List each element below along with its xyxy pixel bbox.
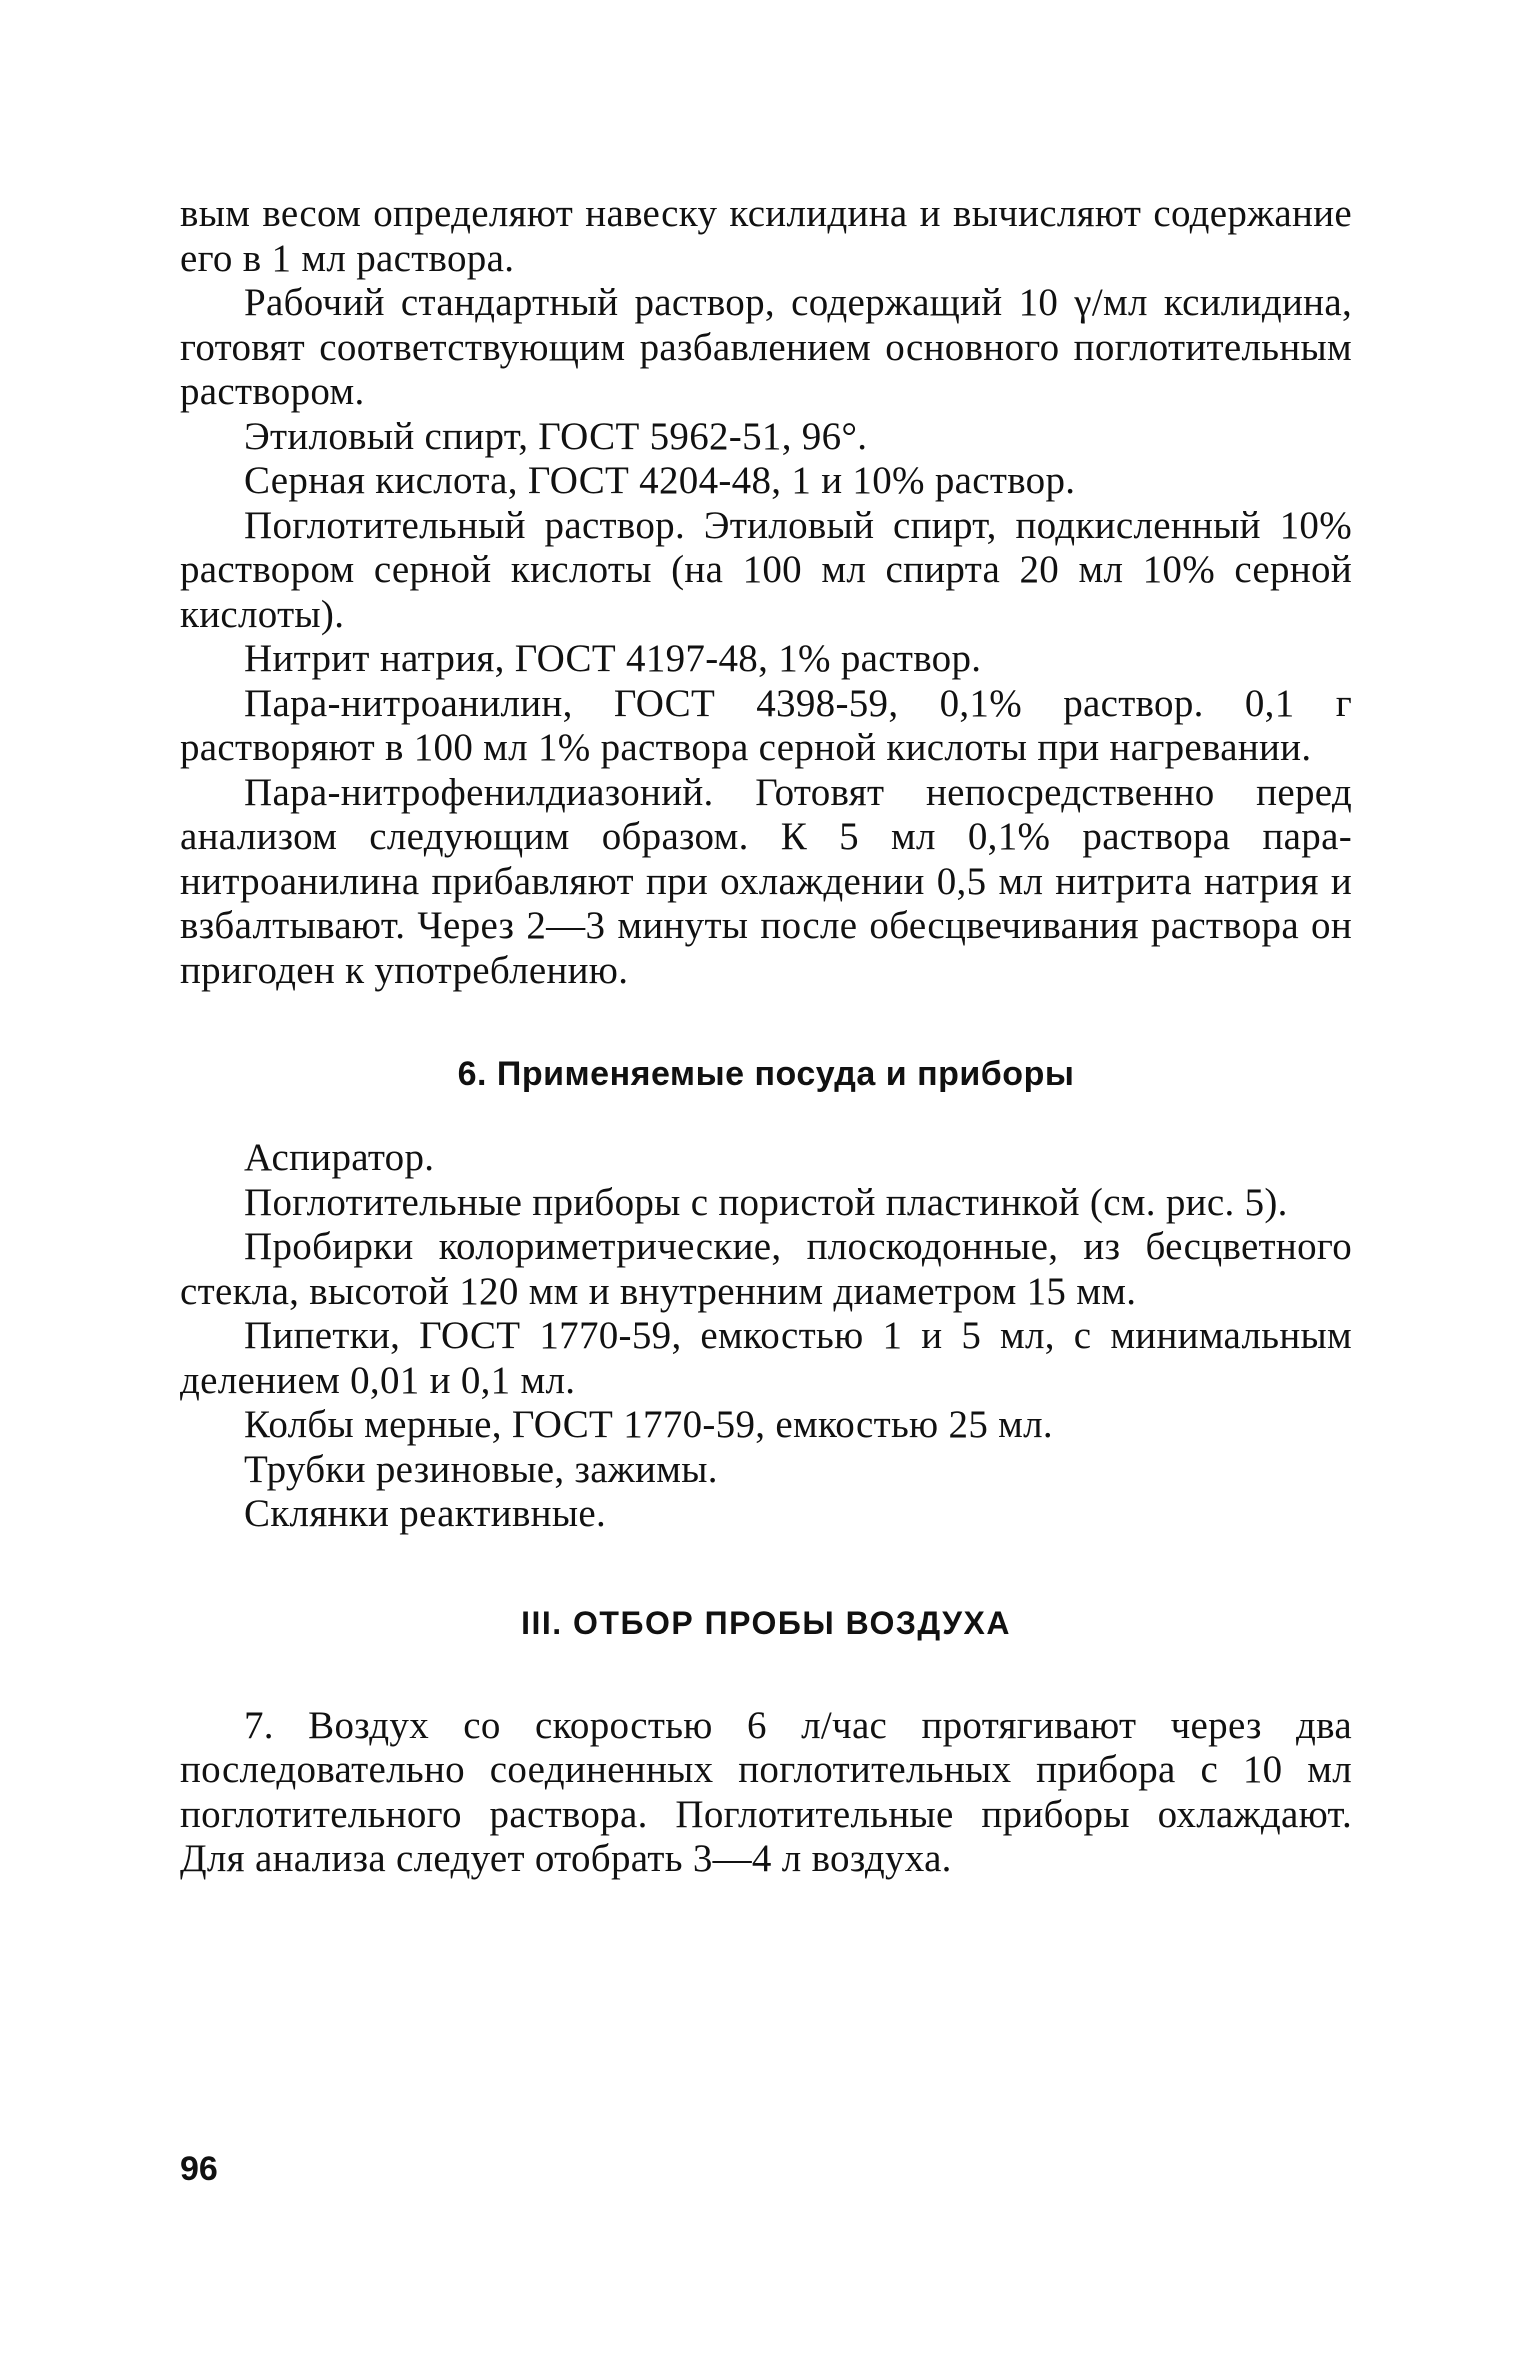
list-item: Поглотительные приборы с пористой пластинкой (см. рис. 5). <box>244 1180 1288 1224</box>
paragraph: Нитрит натрия, ГОСТ 4197-48, 1% раствор. <box>244 637 982 680</box>
page-body <box>180 192 1352 1882</box>
paragraph: Поглотительный раствор. Этиловый спирт, подкисленный 10% раствором серной кислоты (на 100 мл спирта 20 мл 10% серной кислоты). <box>180 503 1352 636</box>
paragraph: Пара-нитроанилин, ГОСТ 4398-59, 0,1% раствор. 0,1 г растворяют в 100 мл 1% раствора серной кислоты при нагревании. <box>180 681 1352 769</box>
list-item: Склянки реактивные. <box>244 1492 606 1535</box>
paragraph: вым весом определяют навеску ксилидина и вычисляют содержание его в 1 мл раствора. <box>180 192 1352 280</box>
chapter-heading: III. ОТБОР ПРОБЫ ВОЗДУХА <box>521 1604 1011 1641</box>
section-heading: 6. Применяемые посуда и приборы <box>457 1055 1075 1093</box>
paragraph: Серная кислота, ГОСТ 4204-48, 1 и 10% раствор. <box>244 459 1076 502</box>
paragraph: Этиловый спирт, ГОСТ 5962-51, 96°. <box>244 414 868 458</box>
list-item: Пробирки колориметрические, плоскодонные, из бесцветного стекла, высотой 120 мм и внутренним диаметром 15 мм. <box>180 1225 1352 1313</box>
list-item: Аспиратор. <box>244 1136 435 1179</box>
list-item: Трубки резиновые, зажимы. <box>244 1447 718 1491</box>
paragraph: 7. Воздух со скоростью 6 л/час протягивают через два последовательно соединенных поглотительных прибора с 10 мл поглотительного раствора. Поглотительные приборы охлаждают. Для анализа следует отобрать 3—4 л воздуха. <box>180 1703 1352 1880</box>
paragraph: Рабочий стандартный раствор, содержащий 10 γ/мл ксилидина, готовят соответствующим разбавлением основного поглотительным раствором. <box>180 281 1352 413</box>
list-item: Пипетки, ГОСТ 1770-59, емкостью 1 и 5 мл, с минимальным делением 0,01 и 0,1 мл. <box>180 1314 1352 1402</box>
list-item: Колбы мерные, ГОСТ 1770-59, емкостью 25 мл. <box>244 1403 1053 1446</box>
paragraph: Пара-нитрофенилдиазоний. Готовят непосредственно перед анализом следующим образом. К 5 мл 0,1% раствора пара-нитроанилина прибавляют при охлаждении 0,5 мл нитрита натрия и взбалтывают. Через 2—3 минуты после обесцвечивания раствора он пригоден к употреблению. <box>180 770 1352 992</box>
page-number: 96 <box>180 2150 218 2188</box>
